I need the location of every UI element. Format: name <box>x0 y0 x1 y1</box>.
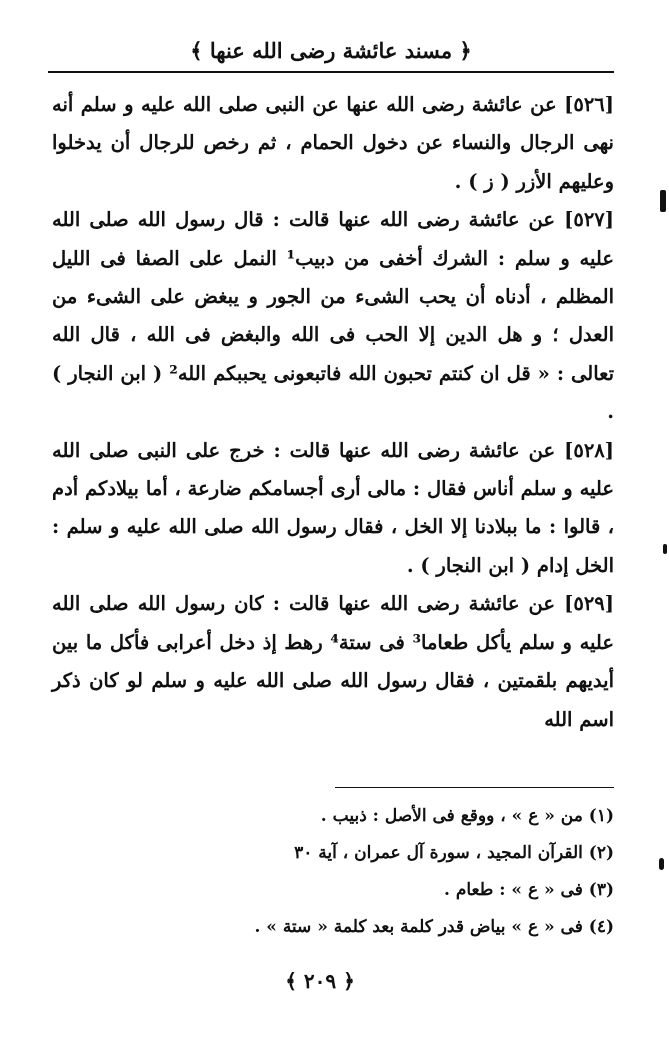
scan-edge-mark <box>659 858 664 870</box>
hadith-number: [٥٢٦] <box>564 93 614 116</box>
hadith-526 <box>52 86 614 201</box>
footnote-item: (٢) القرآن المجيد ، سورة آل عمران ، آية ٣٠ <box>294 843 614 863</box>
footnote-item: (٤) فى « ع » بياض قدر كلمة بعد كلمة « ستة » . <box>254 917 614 937</box>
hadith-527 <box>52 201 614 431</box>
hadith-number: [٥٢٨] <box>564 438 614 462</box>
hadith-text: عن عائشة رضى الله عنها قالت : قال رسول الله صلى الله عليه و سلم : الشرك أخفى من دبيب¹ النمل على الصفا فى الليل المظلم ، أدناه أن يحب الشىء من الجور و يبغض على الشىء من العدل ؛ و هل الدين إلا الحب فى الله والبغض فى الله ، قال الله تعالى : « قل ان كنتم تحبون الله فاتبعونى يحببكم الله² ( ابن النجار ) . <box>52 208 614 424</box>
hadith-528 <box>52 432 614 586</box>
hadith-text: عن عائشة رضى الله عنها عن النبى صلى الله عليه و سلم أنه نهى الرجال والنساء عن دخول الحمام ، ثم رخص للرجال أن يدخلوا وعليهم الأزر ( ز ) . <box>52 93 614 193</box>
footnote-item: (٣) فى « ع » : طعام . <box>444 880 614 900</box>
page-header-title: ﴿ مسند عائشة رضى الله عنها ﴾ <box>190 38 472 63</box>
hadith-text: عن عائشة رضى الله عنها قالت : كان رسول الله صلى الله عليه و سلم يأكل طعاما³ فى ستة⁴ رهط إذ دخل أعرابى فأكل ما بين أيديهم بلقمتين ، فقال رسول الله صلى الله عليه و سلم لو كان ذكر اسم الله <box>52 592 615 731</box>
hadith-number: [٥٢٧] <box>564 208 614 232</box>
hadith-text-block <box>52 86 614 739</box>
scan-edge-mark <box>663 544 667 554</box>
footnote-item: (١) من « ع » ، ووقع فى الأصل : ذبيب . <box>320 806 614 826</box>
footnote-divider <box>335 787 614 788</box>
scan-edge-mark <box>660 190 666 212</box>
hadith-529 <box>52 585 614 739</box>
page-number: ﴿ ٢٠٩ ﴾ <box>285 969 355 993</box>
header-divider <box>48 71 614 73</box>
hadith-number: [٥٢٩] <box>564 592 614 616</box>
hadith-text: عن عائشة رضى الله عنها قالت : خرج على النبى صلى الله عليه و سلم أناس فقال : مالى أرى أجسامكم ضارعة ، أما بيلادكم أدم ، قالوا : ما ببلادنا إلا الخل ، فقال رسول الله صلى الله عليه و سلم : الخل إدام ( ابن النجار ) . <box>52 438 614 577</box>
footnotes-block <box>80 798 614 946</box>
